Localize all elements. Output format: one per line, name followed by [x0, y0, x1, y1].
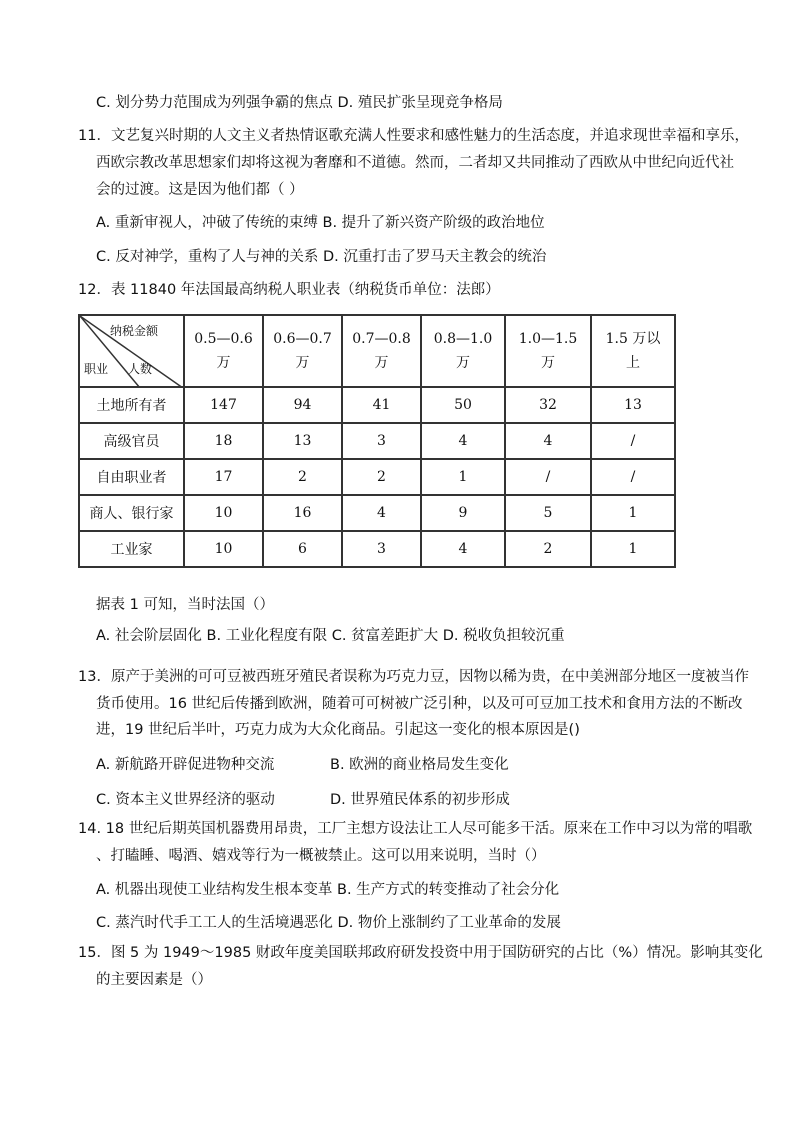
- corner-label-occupation: 职业: [84, 362, 109, 376]
- table-cell: 9: [421, 495, 505, 531]
- table-cell: 32: [505, 387, 591, 423]
- q11-options-cd: C. 反对神学，重构了人与神的关系 D. 沉重打击了罗马天主教会的统治: [96, 249, 547, 265]
- q14-options-cd: C. 蒸汽时代手工工人的生活境遇恶化 D. 物价上涨制约了工业革命的发展: [96, 915, 561, 931]
- table-cell: 13: [263, 423, 342, 459]
- q13-option-c: C. 资本主义世界经济的驱动: [96, 792, 275, 808]
- row-label: 工业家: [79, 531, 184, 567]
- table-cell: 4: [342, 495, 421, 531]
- header-cell: 0.8—1.0 万: [421, 315, 505, 387]
- table-row: [79, 423, 675, 459]
- table-cell: 147: [184, 387, 263, 423]
- table-cell: 4: [421, 423, 505, 459]
- header-cell: 0.5—0.6 万: [184, 315, 263, 387]
- table-cell: 3: [342, 423, 421, 459]
- table-cell: /: [591, 459, 675, 495]
- table-cell: 6: [263, 531, 342, 567]
- q14-options-ab: A. 机器出现使工业结构发生根本变革 B. 生产方式的转变推动了社会分化: [96, 882, 560, 898]
- q13-option-d: D. 世界殖民体系的初步形成: [330, 792, 510, 808]
- header-cell: 0.7—0.8 万: [342, 315, 421, 387]
- tax-table: [78, 314, 676, 568]
- q12-options: A. 社会阶层固化 B. 工业化程度有限 C. 贫富差距扩大 D. 税收负担较沉重: [96, 628, 565, 644]
- table-cell: 1: [591, 531, 675, 567]
- q11-stem-line-3: 会的过渡。这是因为他们都（ ）: [96, 182, 304, 198]
- table-cell: 2: [505, 531, 591, 567]
- table-cell: 5: [505, 495, 591, 531]
- table-row: [79, 387, 675, 423]
- table-header-row: [79, 315, 675, 387]
- q15-stem-line-2: 的主要因素是（）: [96, 972, 212, 988]
- corner-label-amount: 纳税金额: [110, 324, 159, 338]
- q12-title: 12．表 11840 年法国最高纳税人职业表（纳税货币单位：法郎）: [78, 282, 500, 298]
- table-cell: 3: [342, 531, 421, 567]
- q11-stem-line-1: 11．文艺复兴时期的人文主义者热情讴歌充满人性要求和感性魅力的生活态度，并追求现世幸福和享乐，: [78, 128, 749, 144]
- corner-label-count: 人数: [128, 362, 153, 376]
- table-row: [79, 495, 675, 531]
- table-row: [79, 531, 675, 567]
- table-cell: 2: [342, 459, 421, 495]
- q11-stem-line-2: 西欧宗教改革思想家们却将这视为奢靡和不道德。然而，二者却又共同推动了西欧从中世纪向近代社: [96, 155, 734, 171]
- row-label: 土地所有者: [79, 387, 184, 423]
- table-row: [79, 459, 675, 495]
- table-cell: 18: [184, 423, 263, 459]
- q13-option-a: A. 新航路开辟促进物种交流: [96, 757, 275, 773]
- q11-options-ab: A. 重新审视人，冲破了传统的束缚 B. 提升了新兴资产阶级的政治地位: [96, 215, 545, 231]
- table-cell: 4: [421, 531, 505, 567]
- table-cell: 94: [263, 387, 342, 423]
- table-cell: 16: [263, 495, 342, 531]
- q14-stem-line-2: 、打瞌睡、喝酒、嬉戏等行为一概被禁止。这可以用来说明，当时（）: [96, 848, 546, 864]
- table-corner-cell: [79, 315, 184, 387]
- row-label: 自由职业者: [79, 459, 184, 495]
- q13-stem-line-1: 13．原产于美洲的可可豆被西班牙殖民者误称为巧克力豆，因物以稀为贵，在中美洲部分地区一度被当作: [78, 669, 749, 685]
- table-cell: 1: [591, 495, 675, 531]
- table-cell: 10: [184, 495, 263, 531]
- header-cell: 0.6—0.7 万: [263, 315, 342, 387]
- table-cell: 41: [342, 387, 421, 423]
- q15-stem-line-1: 15．图 5 为 1949～1985 财政年度美国联邦政府研发投资中用于国防研究的占比（%）情况。影响其变化: [78, 945, 763, 961]
- header-cell: 1.5 万以 上: [591, 315, 675, 387]
- table-cell: 50: [421, 387, 505, 423]
- q13-stem-line-2: 货币使用。16 世纪后传播到欧洲，随着可可树被广泛引种，以及可可豆加工技术和食用方法的不断改: [96, 696, 743, 712]
- header-cell: 1.0—1.5 万: [505, 315, 591, 387]
- q13-stem-line-3: 进，19 世纪后半叶，巧克力成为大众化商品。引起这一变化的根本原因是(): [96, 722, 580, 738]
- row-label: 商人、银行家: [79, 495, 184, 531]
- table-cell: 4: [505, 423, 591, 459]
- table-cell: 13: [591, 387, 675, 423]
- q12-stem: 据表 1 可知，当时法国（）: [96, 597, 274, 613]
- table-cell: 10: [184, 531, 263, 567]
- q13-option-b: B. 欧洲的商业格局发生变化: [330, 757, 509, 773]
- table-cell: 2: [263, 459, 342, 495]
- table-cell: 17: [184, 459, 263, 495]
- table-cell: 1: [421, 459, 505, 495]
- row-label: 高级官员: [79, 423, 184, 459]
- table-cell: /: [591, 423, 675, 459]
- q10-options-cd: C. 划分势力范围成为列强争霸的焦点 D. 殖民扩张呈现竞争格局: [96, 95, 503, 111]
- q14-stem-line-1: 14. 18 世纪后期英国机器费用昂贵，工厂主想方设法让工人尽可能多干活。原来在工作中习以为常的唱歌: [78, 821, 753, 837]
- table-cell: /: [505, 459, 591, 495]
